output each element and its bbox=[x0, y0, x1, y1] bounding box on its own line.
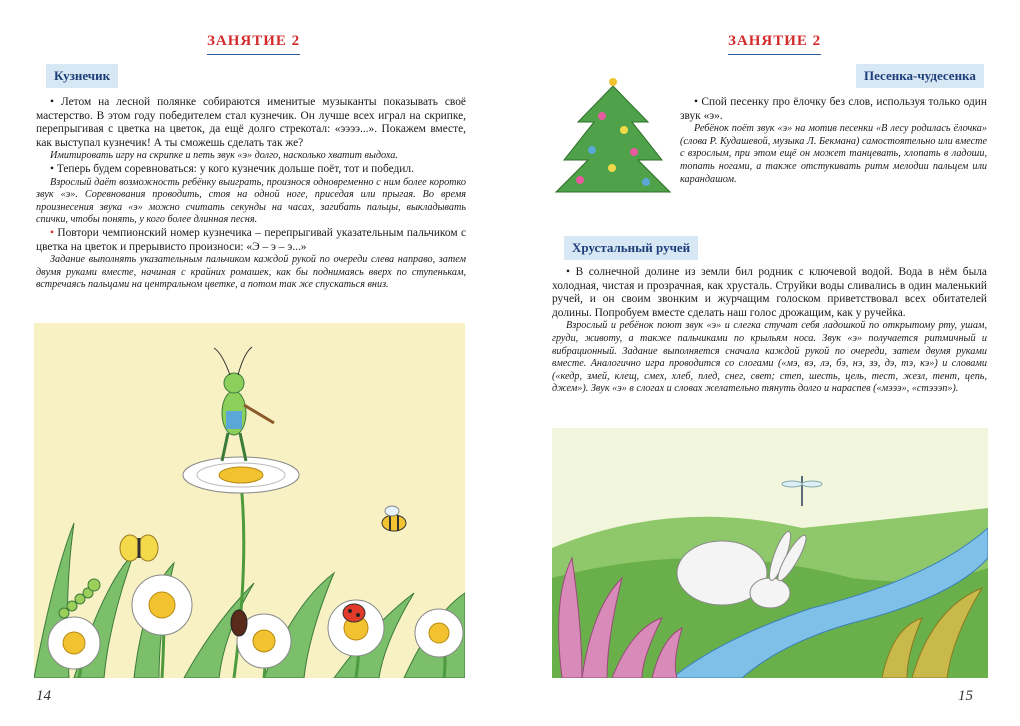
section-badge: Хрустальный ручей bbox=[564, 236, 698, 260]
stream-illustration bbox=[552, 428, 988, 678]
paragraph: • В солнечной долине из земли бил родник с ключевой водой. Вода в нём была холодная, чистая и прозрачная, как хрусталь. Струйки воды сливались в один маленький ручей, и он своим звонким и журчащим голоском приветствовал всех обитателей долины. Попробуем вместе сделать наш голос дрожащим, как у ручейка. bbox=[552, 266, 987, 320]
grasshopper-illustration bbox=[34, 323, 465, 678]
instruction-note: Задание выполнять указательным пальчиком каждой рукой по очереди слева направо, затем двумя руками вместе, начиная с крайних ромашек, как бы поднимаясь вверх по ступенькам, встречаясь пальцами на центральном цветке, а потом так же спускаться вниз. bbox=[36, 254, 466, 291]
title-underline bbox=[207, 54, 300, 56]
paragraph: • Летом на лесной полянке собираются именитые музыканты показывать своё мастерство. В этом году победителем стал кузнечик. Он лучше всех играл на скрипке, перепрыгивая с цветка на цветок, да ещё долго стрекотал: «ээээ...». Покажем вместе, как выступал кузнечик! А ты сможешь сделать так же? bbox=[36, 96, 466, 150]
section-badge: Песенка-чудесенка bbox=[856, 64, 984, 88]
page-number: 14 bbox=[36, 688, 51, 704]
lesson-title bbox=[728, 33, 821, 50]
section-badge: Кузнечик bbox=[46, 64, 118, 88]
ladybug-icon bbox=[343, 604, 365, 622]
instruction-note: Имитировать игру на скрипке и петь звук «э» долго, насколько хватит выдоха. bbox=[50, 150, 398, 162]
right-text-block-1 bbox=[680, 96, 987, 186]
title-underline bbox=[728, 54, 821, 56]
dragonfly-icon bbox=[782, 476, 822, 506]
bee-icon bbox=[382, 506, 406, 531]
grasshopper-icon bbox=[214, 347, 274, 461]
valley-drawing bbox=[552, 428, 988, 678]
lesson-title-text: ЗАНЯТИЕ 2 bbox=[207, 33, 301, 49]
left-text-block bbox=[36, 96, 466, 292]
instruction-note: Ребёнок поёт звук «э» на мотив песенки «В лесу родилась ёлочка» (слова Р. Кудашевой, музыка Л. Бекмана) самостоятельно или вместе с взрослым, при этом ещё он может танцевать, хлопать в ладоши, топать ногами, а также отстукивать ритм мелодии пальцем или карандашом. bbox=[680, 123, 987, 185]
lesson-title-text: ЗАНЯТИЕ 2 bbox=[728, 33, 822, 49]
paragraph: • Спой песенку про ёлочку без слов, используя только один звук «э». bbox=[680, 96, 987, 123]
beetle-icon bbox=[231, 610, 247, 636]
instruction-note: Взрослый даёт возможность ребёнку выиграть, произнося одновременно с ним более коротко звук «э». Соревнования проводить, стоя на одной ноге, приседая или прыгая. Во время произнесения звука «э» можно считать секунды на часах, загибать пальцы, выкладывать спички, чтобы понять, у кого более длинная песня. bbox=[36, 176, 466, 226]
christmas-tree-icon bbox=[552, 72, 674, 202]
paragraph: • Повтори чемпионский номер кузнечика – перепрыгивай указательным пальчиком с цветка на цветок и прерывисто произноси: «Э – э – э...» bbox=[36, 227, 466, 254]
instruction-note: Взрослый и ребёнок поют звук «э» и слегка стучат себя ладошкой по открытому рту, ушам, груди, животу, а также пальчиками по крыльям носа. Звук «э» получается ритмичный и вибрационный. Задание выполняется сначала каждой рукой по очереди, затем двумя руками вместе. Аналогично игра проводится со слогами («мэ, вэ, лэ, бэ, нэ, зэ, дэ, тэ, кэ») и словами («кедр, змей, клещ, смех, хлеб, плед, снег, свет; степ, шесть, цель, тест, жезл, тент, цепь, джем»). Звук «э» в слогах и словах желательно тянуть долго и нараспев («мэээ», «стэээп»). bbox=[552, 320, 987, 395]
lesson-title bbox=[207, 33, 300, 50]
paragraph: • Теперь будем соревноваться: у кого кузнечик дольше поёт, тот и победил. bbox=[36, 163, 466, 177]
right-page bbox=[510, 0, 1020, 726]
meadow-drawing bbox=[34, 323, 465, 678]
butterfly-icon bbox=[120, 535, 158, 561]
right-text-block-2 bbox=[552, 266, 987, 396]
page-number: 15 bbox=[958, 688, 973, 704]
christmas-tree-illustration bbox=[552, 72, 674, 202]
